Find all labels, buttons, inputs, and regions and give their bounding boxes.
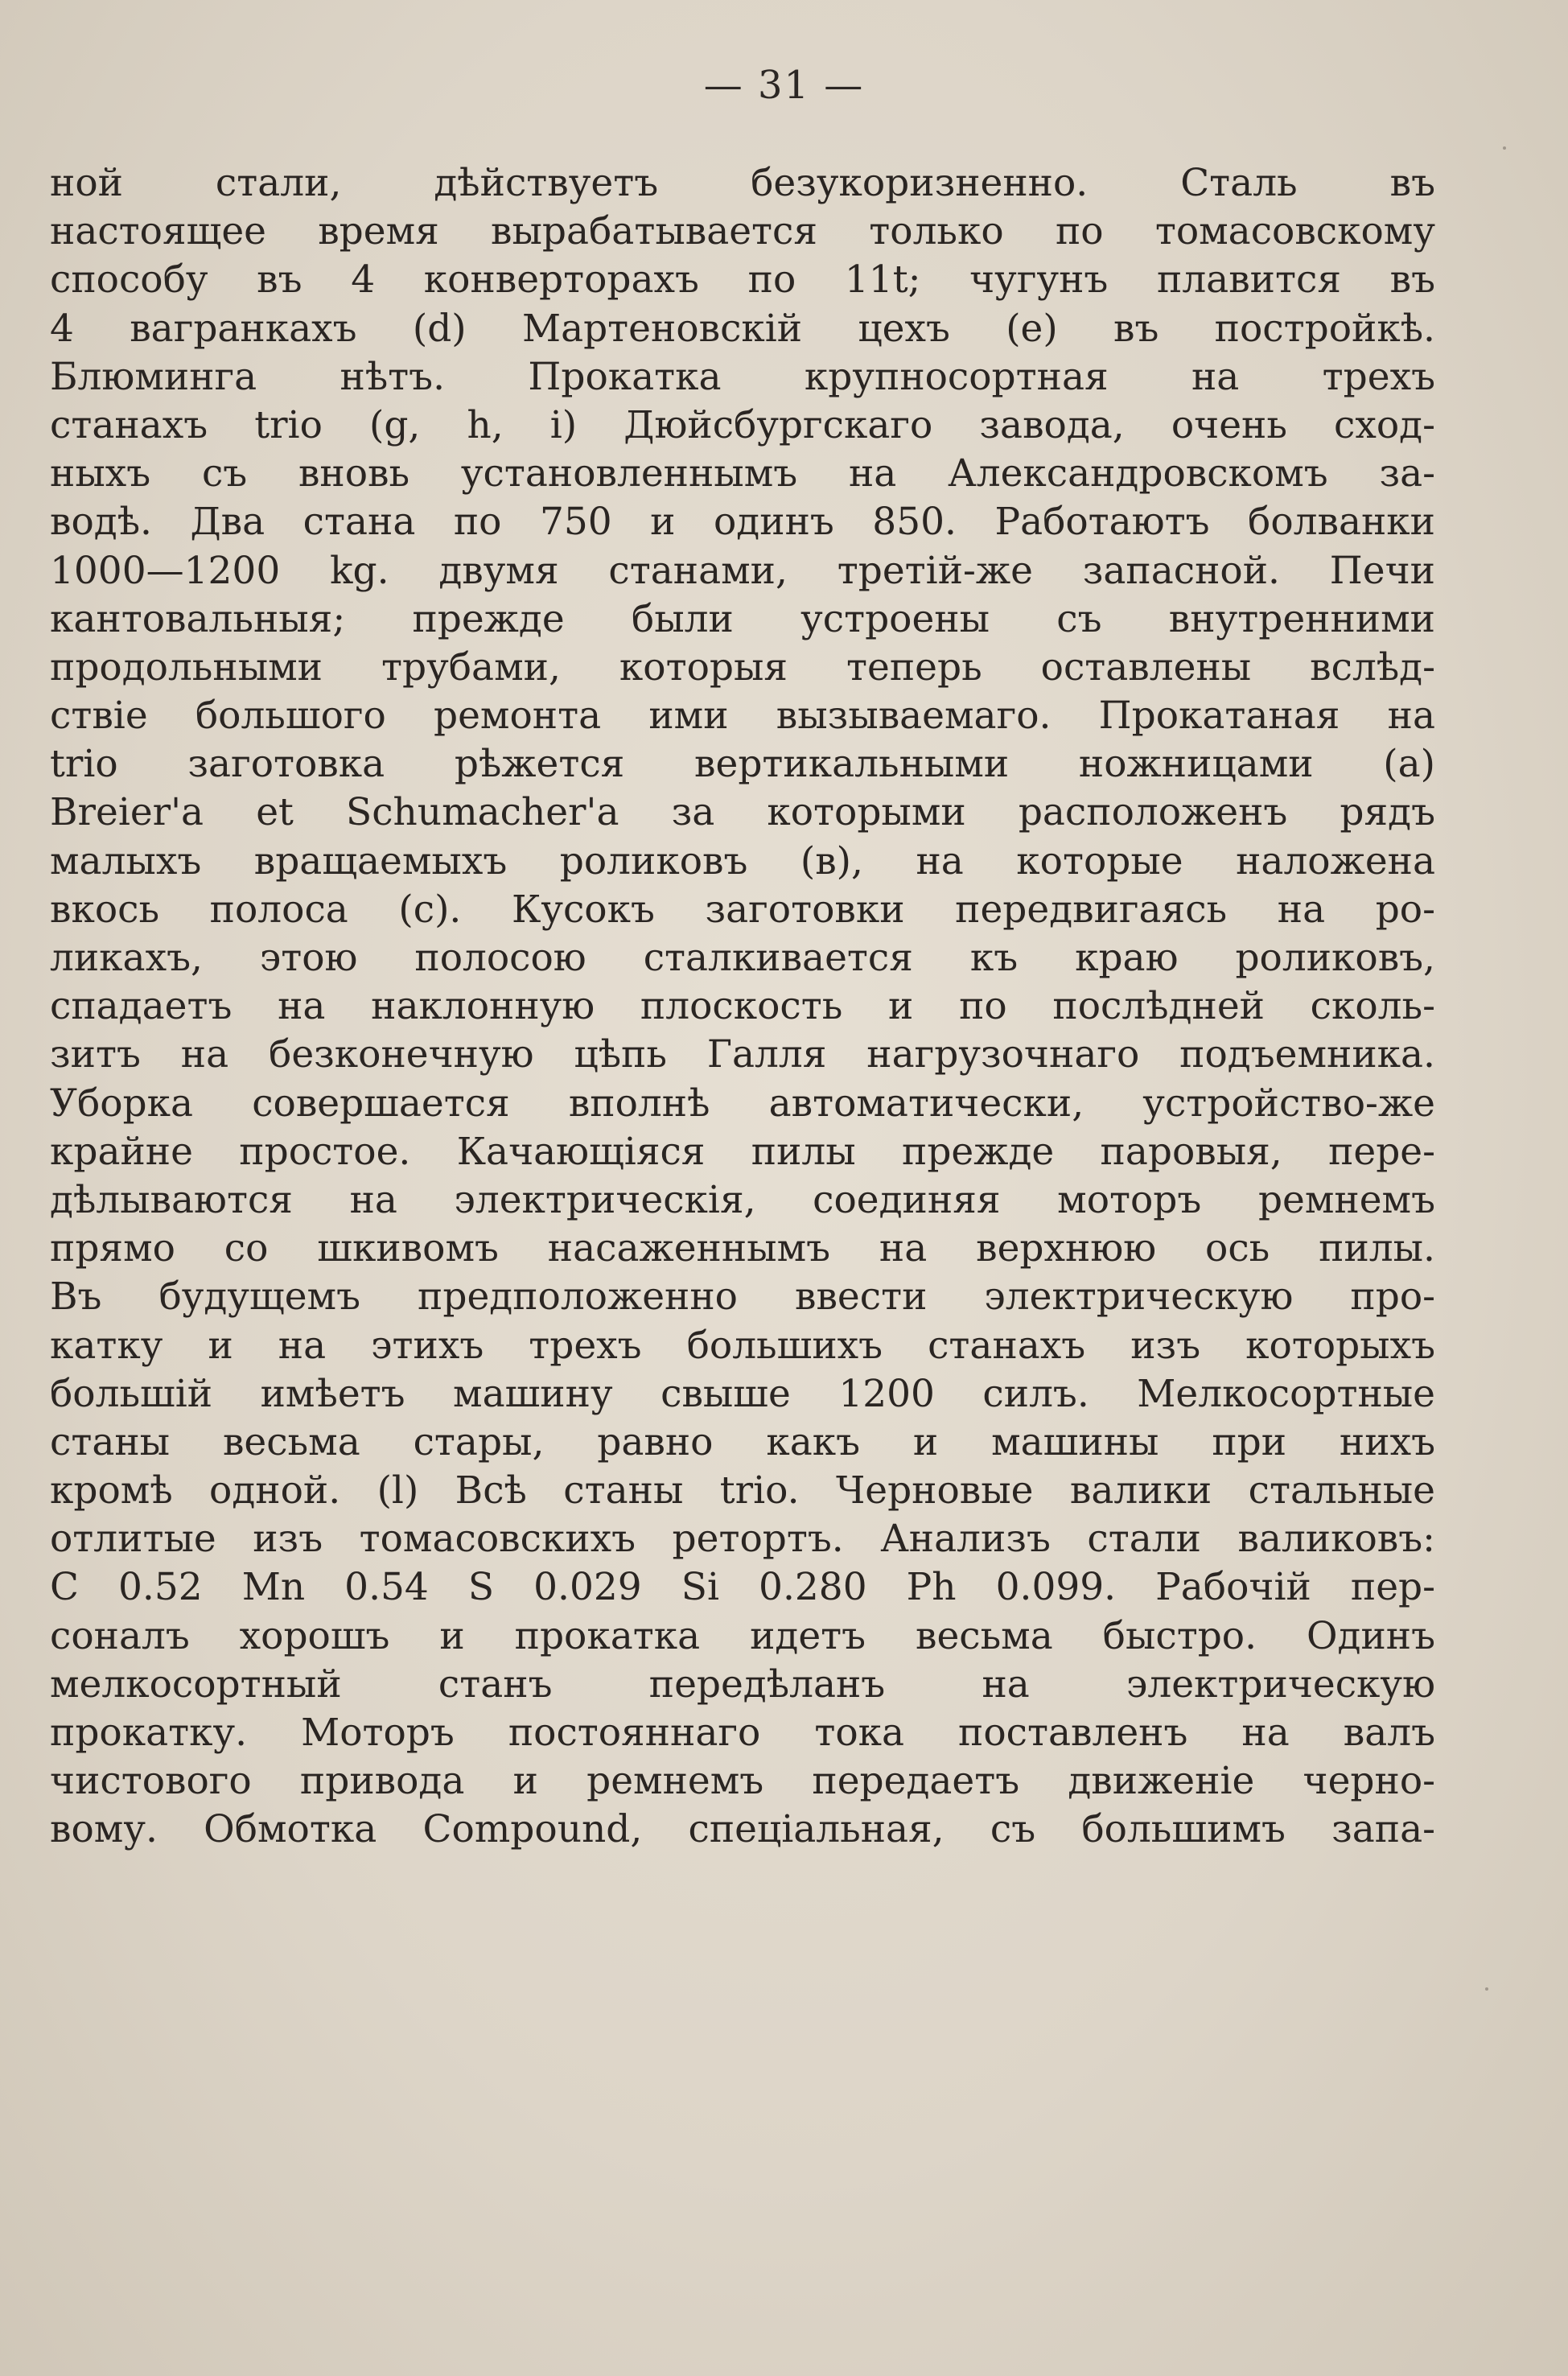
text-line: крайне простое. Качающіяся пилы прежде паровыя, пере- [50, 1129, 1435, 1174]
text-line: Breier'a et Schumacher'a за которыми расположенъ рядъ [50, 790, 1435, 835]
text-line: ныхъ съ вновь установленнымъ на Александровскомъ за- [50, 451, 1435, 496]
text-line: C 0.52 Mn 0.54 S 0.029 Si 0.280 Ph 0.099. Рабочій пер- [50, 1565, 1435, 1610]
text-line: 1000—1200 kg. двумя станами, третій-же запасной. Печи [50, 548, 1435, 593]
text-line: большій имѣетъ машину свыше 1200 силъ. Мелкосортные [50, 1371, 1435, 1416]
text-line: зитъ на безконечную цѣпь Галля нагрузочнаго подъемника. [50, 1032, 1435, 1077]
text-line: Въ будущемъ предположенно ввести электрическую про- [50, 1274, 1435, 1320]
text-line: кромѣ одной. (l) Всѣ станы trio. Черновые валики стальные [50, 1468, 1435, 1513]
paper-speck [1503, 146, 1506, 150]
text-line: прокатку. Моторъ постояннаго тока поставленъ на валъ [50, 1711, 1435, 1755]
text-line: прямо со шкивомъ насаженнымъ на верхнюю ось пилы. [50, 1226, 1435, 1271]
text-line: станахъ trio (g, h, i) Дюйсбургскаго завода, очень сход- [50, 402, 1435, 447]
paper-speck [1485, 1987, 1488, 1991]
text-line: trio заготовка рѣжется вертикальными ножницами (a) [50, 742, 1435, 787]
text-line: вому. Обмотка Compound, спеціальная, съ большимъ запа- [50, 1807, 1435, 1852]
text-line: катку и на этихъ трехъ большихъ станахъ изъ которыхъ [50, 1323, 1435, 1368]
text-line: ствіе большого ремонта ими вызываемаго. Прокатаная на [50, 694, 1435, 739]
text-line: ной стали, дѣйствуетъ безукоризненно. Сталь въ [50, 161, 1435, 205]
text-line: Блюминга нѣтъ. Прокатка крупносортная на трехъ [50, 354, 1435, 399]
page-number: — 31 — [703, 63, 865, 108]
text-line: соналъ хорошъ и прокатка идетъ весьма быстро. Одинъ [50, 1613, 1435, 1658]
text-line: малыхъ вращаемыхъ роликовъ (в), на которые наложена [50, 838, 1435, 883]
text-line: дѣлываются на электрическія, соединяя моторъ ремнемъ [50, 1177, 1435, 1222]
text-line: способу въ 4 конверторахъ по 11t; чугунъ плавится въ [50, 257, 1435, 303]
text-line: мелкосортный станъ передѣланъ на электрическую [50, 1662, 1435, 1707]
text-line: водѣ. Два стана по 750 и одинъ 850. Работаютъ болванки [50, 500, 1435, 545]
text-line: настоящее время вырабатывается только по томасовскому [50, 209, 1435, 254]
text-line: отлитые изъ томасовскихъ ретортъ. Анализъ стали валиковъ: [50, 1517, 1435, 1562]
body-text [50, 159, 1435, 1855]
text-line: спадаетъ на наклонную плоскость и по послѣдней сколь- [50, 984, 1435, 1029]
text-line: вкось полоса (c). Кусокъ заготовки передвигаясь на ро- [50, 887, 1435, 932]
text-line: кантовальныя; прежде были устроены съ внутренними [50, 596, 1435, 641]
text-line: продольными трубами, которыя теперь оставлены вслѣд- [50, 644, 1435, 690]
text-line: Уборка совершается вполнѣ автоматически, устройство-же [50, 1081, 1435, 1126]
text-line: чистового привода и ремнемъ передаетъ движеніе черно- [50, 1759, 1435, 1804]
text-line: 4 вагранкахъ (d) Мартеновскій цехъ (e) въ постройкѣ. [50, 306, 1435, 351]
text-line: станы весьма стары, равно какъ и машины при нихъ [50, 1419, 1435, 1464]
text-line: ликахъ, этою полосою сталкивается къ краю роликовъ, [50, 936, 1435, 980]
